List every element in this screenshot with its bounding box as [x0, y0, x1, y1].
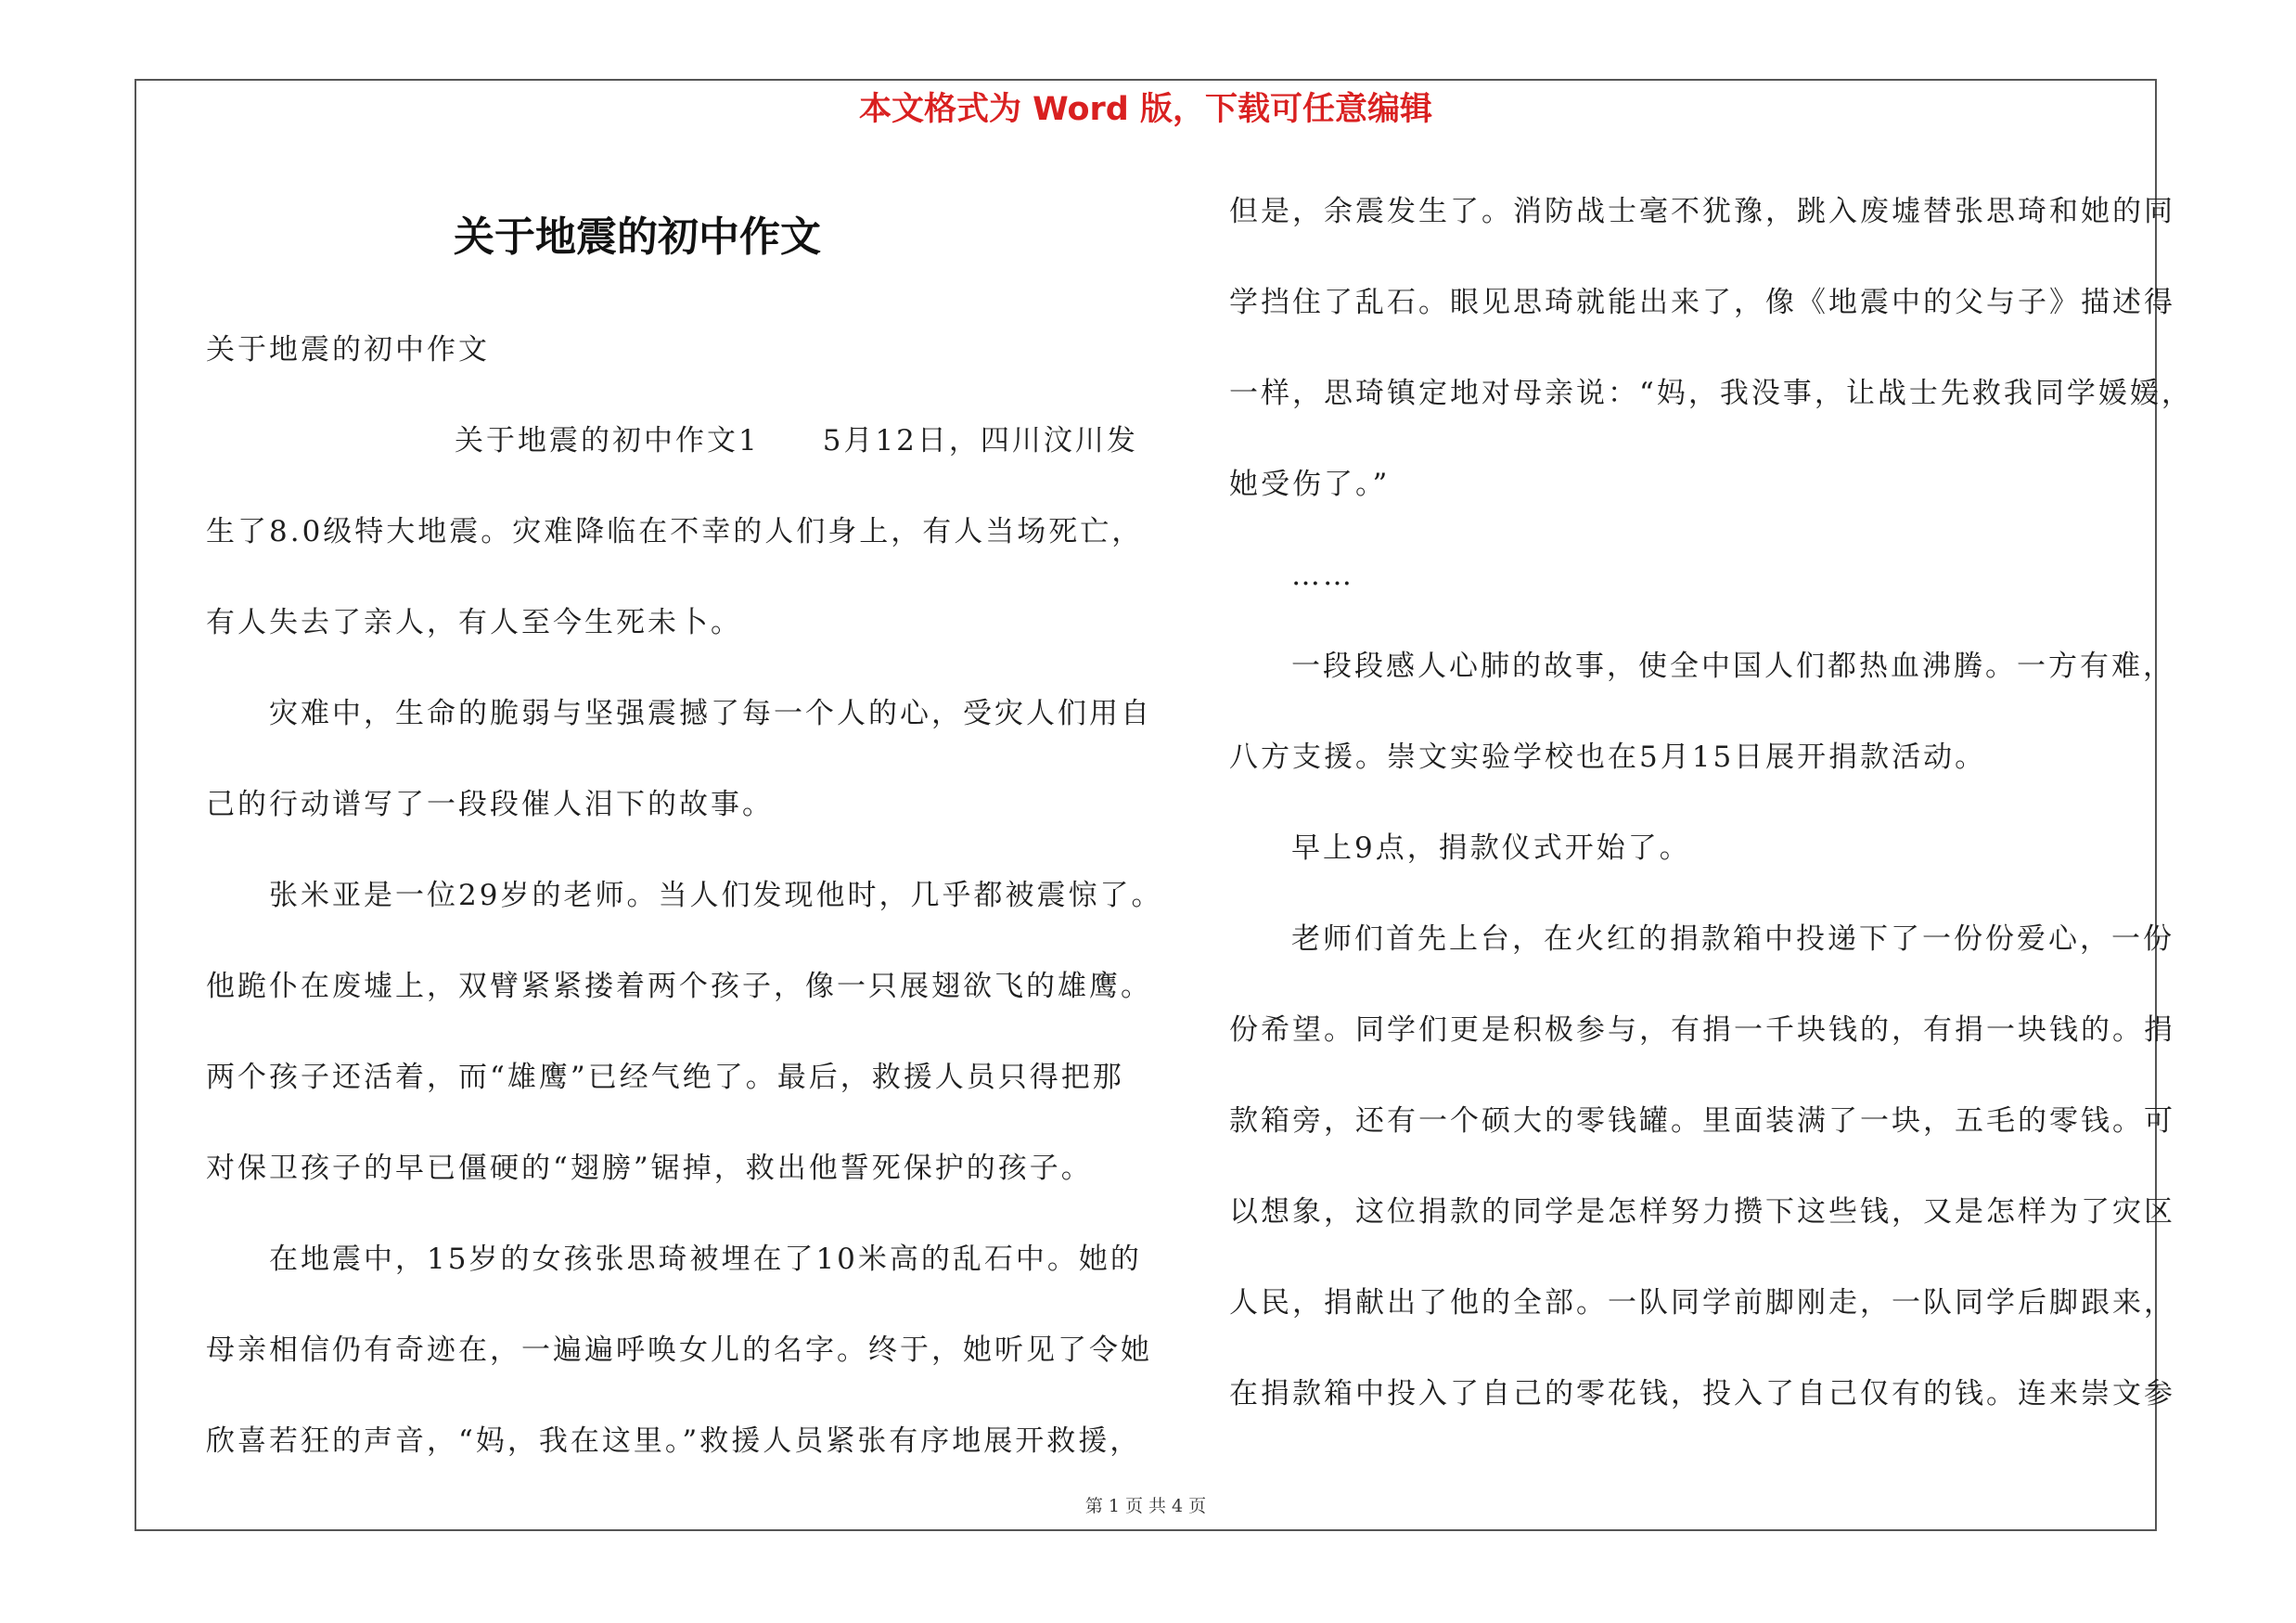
page-number: 第 1 页 共 4 页: [1084, 1496, 1207, 1516]
right-line-6: 八方支援。崇文实验学校也在5月15日展开捐款活动。: [1229, 741, 1987, 774]
right-line-0: 但是，余震发生了。消防战士毫不犹豫，跳入废墟替张思琦和她的同: [1229, 195, 2175, 228]
left-line-11: 母亲相信仍有奇迹在，一遍遍呼唤女儿的名字。终于，她听见了令她: [206, 1333, 1152, 1367]
right-line-8: 老师们首先上台，在火红的捐款箱中投递下了一份份爱心，一份: [1291, 922, 2174, 956]
left-line-4: 灾难中，生命的脆弱与坚强震撼了每一个人的心，受灾人们用自: [269, 697, 1152, 730]
left-line-6: 张米亚是一位29岁的老师。当人们发现他时，几乎都被震惊了。: [269, 879, 1163, 912]
right-line-9: 份希望。同学们更是积极参与，有捐一千块钱的，有捐一块钱的。捐: [1229, 1013, 2175, 1047]
right-line-5: 一段段感人心肺的故事，使全中国人们都热血沸腾。一方有难，: [1291, 650, 2174, 683]
left-line-1: 关于地震的初中作文1 5月12日，四川汶川发: [455, 424, 1138, 457]
left-line-12: 欣喜若狂的声音，“妈，我在这里。”救援人员紧张有序地展开救援，: [206, 1424, 1142, 1458]
right-line-11: 以想象，这位捐款的同学是怎样努力攒下这些钱，又是怎样为了灾区: [1229, 1195, 2175, 1229]
left-line-0: 关于地震的初中作文: [206, 333, 490, 367]
document-title: 关于地震的初中作文: [454, 213, 821, 261]
left-line-9: 对保卫孩子的早已僵硬的“翅膀”锯掉，救出他誓死保护的孩子。: [206, 1152, 1093, 1185]
format-banner: 本文格式为 Word 版，下载可任意编辑: [858, 91, 1433, 128]
left-line-8: 两个孩子还活着，而“雄鹰”已经气绝了。最后，救援人员只得把那: [206, 1061, 1124, 1094]
right-line-12: 人民，捐献出了他的全部。一队同学前脚刚走，一队同学后脚跟来，: [1229, 1286, 2175, 1320]
left-line-2: 生了8.0级特大地震。灾难降临在不幸的人们身上，有人当场死亡，: [206, 515, 1144, 548]
right-line-4: ……: [1291, 559, 1354, 592]
left-line-7: 他跪仆在废墟上，双臂紧紧搂着两个孩子，像一只展翅欲飞的雄鹰。: [206, 970, 1152, 1003]
right-line-10: 款箱旁，还有一个硕大的零钱罐。里面装满了一块，五毛的零钱。可: [1229, 1104, 2175, 1138]
right-line-1: 学挡住了乱石。眼见思琦就能出来了，像《地震中的父与子》描述得: [1229, 286, 2175, 319]
right-line-2: 一样，思琦镇定地对母亲说：“妈，我没事，让战士先救我同学媛媛，: [1229, 377, 2193, 410]
right-line-3: 她受伤了。”: [1229, 468, 1391, 501]
left-line-10: 在地震中，15岁的女孩张思琦被埋在了10米高的乱石中。她的: [269, 1243, 1142, 1276]
left-line-5: 己的行动谱写了一段段催人泪下的故事。: [206, 788, 774, 821]
right-line-7: 早上9点，捐款仪式开始了。: [1291, 831, 1691, 865]
left-line-3: 有人失去了亲人，有人至今生死未卜。: [206, 606, 742, 639]
right-line-13: 在捐款箱中投入了自己的零花钱，投入了自己仅有的钱。连来崇文参: [1229, 1377, 2175, 1410]
